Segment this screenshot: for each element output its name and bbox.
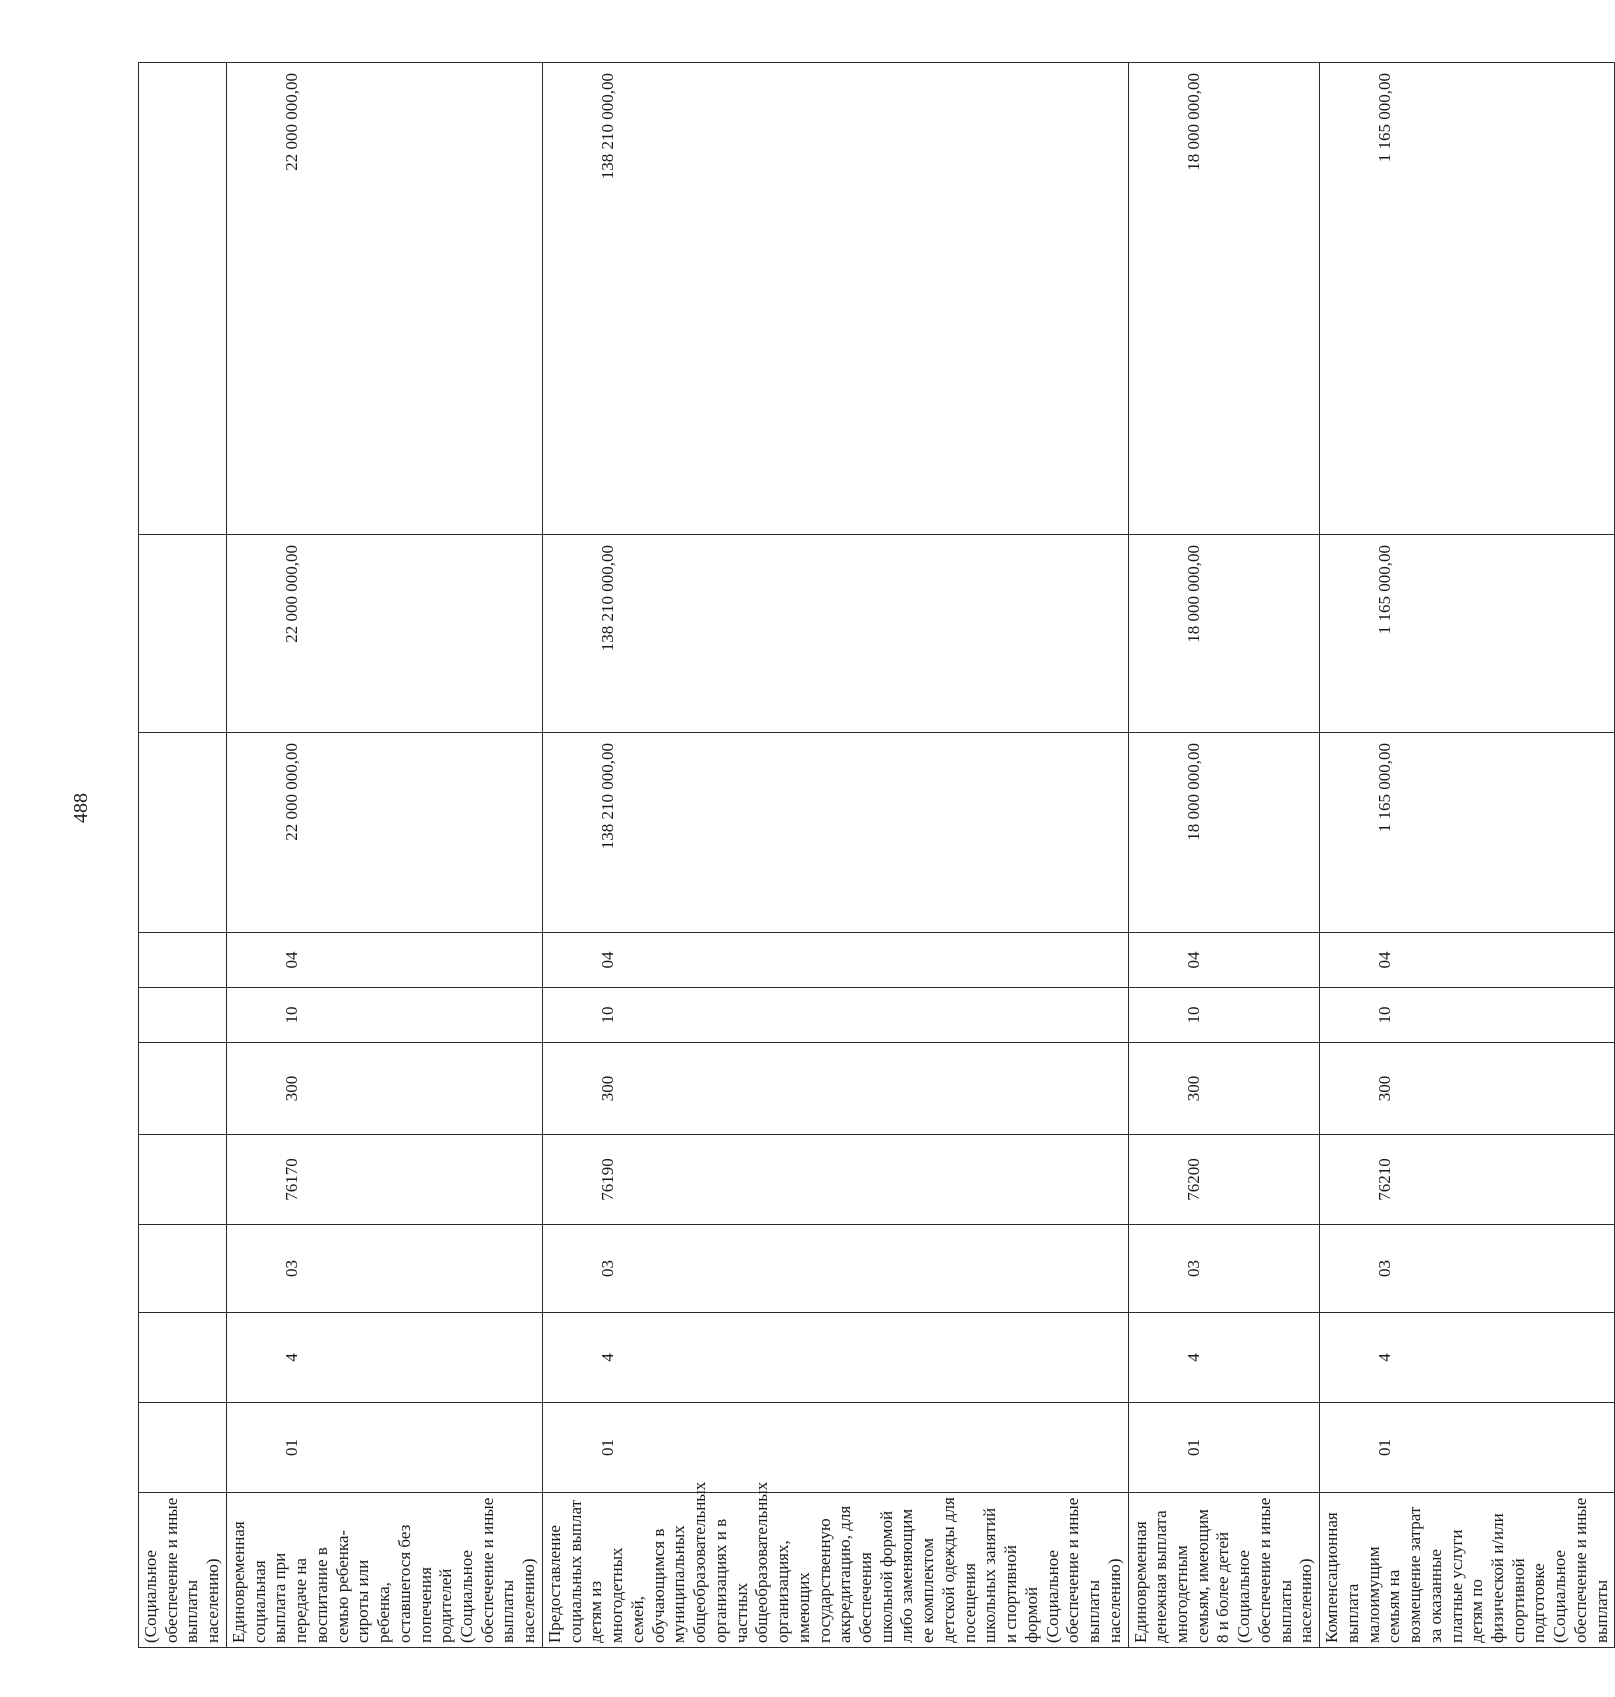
row-amount-year-3-value: 138 210 000,00 xyxy=(597,73,617,180)
row-amount-year-2 xyxy=(226,535,542,733)
row-target-code xyxy=(1128,1135,1320,1225)
row-amount-year-3 xyxy=(1128,63,1320,535)
row-amount-year-1 xyxy=(542,733,1128,933)
row-amount-year-2-value: 18 000 000,00 xyxy=(1183,545,1203,643)
row-amount-year-2 xyxy=(1320,535,1615,733)
row-amount-year-1-value: 1 165 000,00 xyxy=(1375,743,1395,833)
row-item-code-value: 03 xyxy=(597,1260,617,1277)
row-target-code xyxy=(1320,1135,1615,1225)
row-amount-year-1-value: 138 210 000,00 xyxy=(597,743,617,850)
row-amount-year-3 xyxy=(1320,63,1615,535)
row-amount-year-2 xyxy=(542,535,1128,733)
row-target-code xyxy=(542,1135,1128,1225)
row-name: Компенсационная выплата малоимущим семьям на возмещение затрат за оказанные платные услуги детям по физической и/или спортивной подготовке (Социальное обеспечение и иные выплаты xyxy=(1320,1493,1615,1648)
row-expense-type xyxy=(542,1043,1128,1135)
row-section-number xyxy=(226,988,542,1043)
row-section-code-value: 01 xyxy=(597,1439,617,1456)
row-section-number xyxy=(1128,988,1320,1043)
row-section-number-value: 10 xyxy=(1183,1006,1203,1024)
row-section-code xyxy=(1128,1403,1320,1493)
table-row xyxy=(1128,63,1320,1648)
table-row xyxy=(226,63,542,1648)
row-target-code xyxy=(139,1135,227,1225)
row-expense-type xyxy=(1128,1043,1320,1135)
row-section-code-value: 01 xyxy=(281,1439,301,1456)
row-amount-year-2-value: 22 000 000,00 xyxy=(281,545,301,643)
row-subsection-code xyxy=(226,1313,542,1403)
table-row xyxy=(542,63,1128,1648)
table-row xyxy=(139,63,227,1648)
row-subsection-number-value: 04 xyxy=(1375,951,1395,969)
row-amount-year-1-value: 18 000 000,00 xyxy=(1183,743,1203,841)
row-amount-year-2-value: 1 165 000,00 xyxy=(1375,545,1395,635)
row-expense-type-value: 300 xyxy=(597,1075,617,1102)
row-item-code-value: 03 xyxy=(1183,1260,1203,1277)
row-amount-year-3 xyxy=(226,63,542,535)
row-target-code xyxy=(226,1135,542,1225)
row-subsection-code-value: 4 xyxy=(597,1353,617,1362)
row-subsection-number-value: 04 xyxy=(1183,951,1203,969)
row-amount-year-3-value: 18 000 000,00 xyxy=(1183,73,1203,171)
row-section-number-value: 10 xyxy=(281,1006,301,1024)
row-amount-year-2 xyxy=(1128,535,1320,733)
row-item-code-value: 03 xyxy=(281,1260,301,1277)
row-item-code xyxy=(1320,1225,1615,1313)
row-item-code xyxy=(226,1225,542,1313)
row-section-code-value: 01 xyxy=(1183,1439,1203,1456)
row-section-number xyxy=(1320,988,1615,1043)
budget-table-frame xyxy=(138,63,1611,1648)
row-amount-year-1 xyxy=(139,733,227,933)
row-section-number xyxy=(139,988,227,1043)
row-expense-type-value: 300 xyxy=(281,1075,301,1102)
row-section-number xyxy=(542,988,1128,1043)
row-section-number-value: 10 xyxy=(597,1006,617,1024)
row-amount-year-2-value: 138 210 000,00 xyxy=(597,545,617,652)
row-subsection-code-value: 4 xyxy=(281,1353,301,1362)
row-section-code xyxy=(226,1403,542,1493)
row-target-code-value: 76170 xyxy=(281,1158,301,1201)
row-subsection-number xyxy=(226,933,542,988)
row-expense-type xyxy=(226,1043,542,1135)
row-amount-year-3-value: 22 000 000,00 xyxy=(281,73,301,171)
row-expense-type-value: 300 xyxy=(1375,1075,1395,1102)
row-section-code xyxy=(1320,1403,1615,1493)
row-subsection-number xyxy=(1128,933,1320,988)
row-subsection-number-value: 04 xyxy=(281,951,301,969)
row-section-code xyxy=(542,1403,1128,1493)
row-amount-year-1-value: 22 000 000,00 xyxy=(281,743,301,841)
row-amount-year-3-value: 1 165 000,00 xyxy=(1375,73,1395,163)
row-amount-year-1 xyxy=(1320,733,1615,933)
row-amount-year-1 xyxy=(1128,733,1320,933)
row-subsection-code-value: 4 xyxy=(1183,1353,1203,1362)
row-amount-year-3 xyxy=(542,63,1128,535)
row-item-code xyxy=(542,1225,1128,1313)
row-section-code-value: 01 xyxy=(1375,1439,1395,1456)
row-item-code xyxy=(139,1225,227,1313)
row-section-number-value: 10 xyxy=(1375,1006,1395,1024)
row-subsection-number xyxy=(1320,933,1615,988)
row-item-code xyxy=(1128,1225,1320,1313)
row-subsection-number-value: 04 xyxy=(597,951,617,969)
row-subsection-code xyxy=(139,1313,227,1403)
row-subsection-number xyxy=(542,933,1128,988)
row-amount-year-3 xyxy=(139,63,227,535)
row-name: Единовременная денежная выплата многодетным семьям, имеющим 8 и более детей (Социальное обеспечение и иные выплаты населению) xyxy=(1128,1493,1320,1648)
row-subsection-code xyxy=(542,1313,1128,1403)
row-target-code-value: 76210 xyxy=(1375,1158,1395,1201)
row-name: (Социальное обеспечение и иные выплаты населению) xyxy=(139,1493,227,1648)
table-row xyxy=(1320,63,1615,1648)
row-expense-type xyxy=(139,1043,227,1135)
row-subsection-code-value: 4 xyxy=(1375,1353,1395,1362)
row-section-code xyxy=(139,1403,227,1493)
row-amount-year-2 xyxy=(139,535,227,733)
row-expense-type xyxy=(1320,1043,1615,1135)
row-subsection-number xyxy=(139,933,227,988)
row-name: Предоставление социальных выплат детям из многодетных семей, обучающимся в муниципальных общеобразовательных организациях и в частных общеобразовательных организациях, имеющих государственную аккредитацию, для обеспечения школьной формой либо заменяющим ее комплектом детской одежды для посещения школьных занятий и спортивной формой (Социальное обеспечение и иные выплаты населению) xyxy=(542,1493,1128,1648)
row-item-code-value: 03 xyxy=(1375,1260,1395,1277)
budget-table xyxy=(138,62,1615,1648)
row-subsection-code xyxy=(1320,1313,1615,1403)
row-target-code-value: 76200 xyxy=(1183,1158,1203,1201)
row-subsection-code xyxy=(1128,1313,1320,1403)
page-number: 488 xyxy=(70,793,92,823)
row-target-code-value: 76190 xyxy=(597,1158,617,1201)
row-name: Единовременная социальная выплата при передаче на воспитание в семью ребенка-сироты или ребенка, оставшегося без попечения родителей (Социальное обеспечение и иные выплаты населению) xyxy=(226,1493,542,1648)
row-amount-year-1 xyxy=(226,733,542,933)
row-expense-type-value: 300 xyxy=(1183,1075,1203,1102)
